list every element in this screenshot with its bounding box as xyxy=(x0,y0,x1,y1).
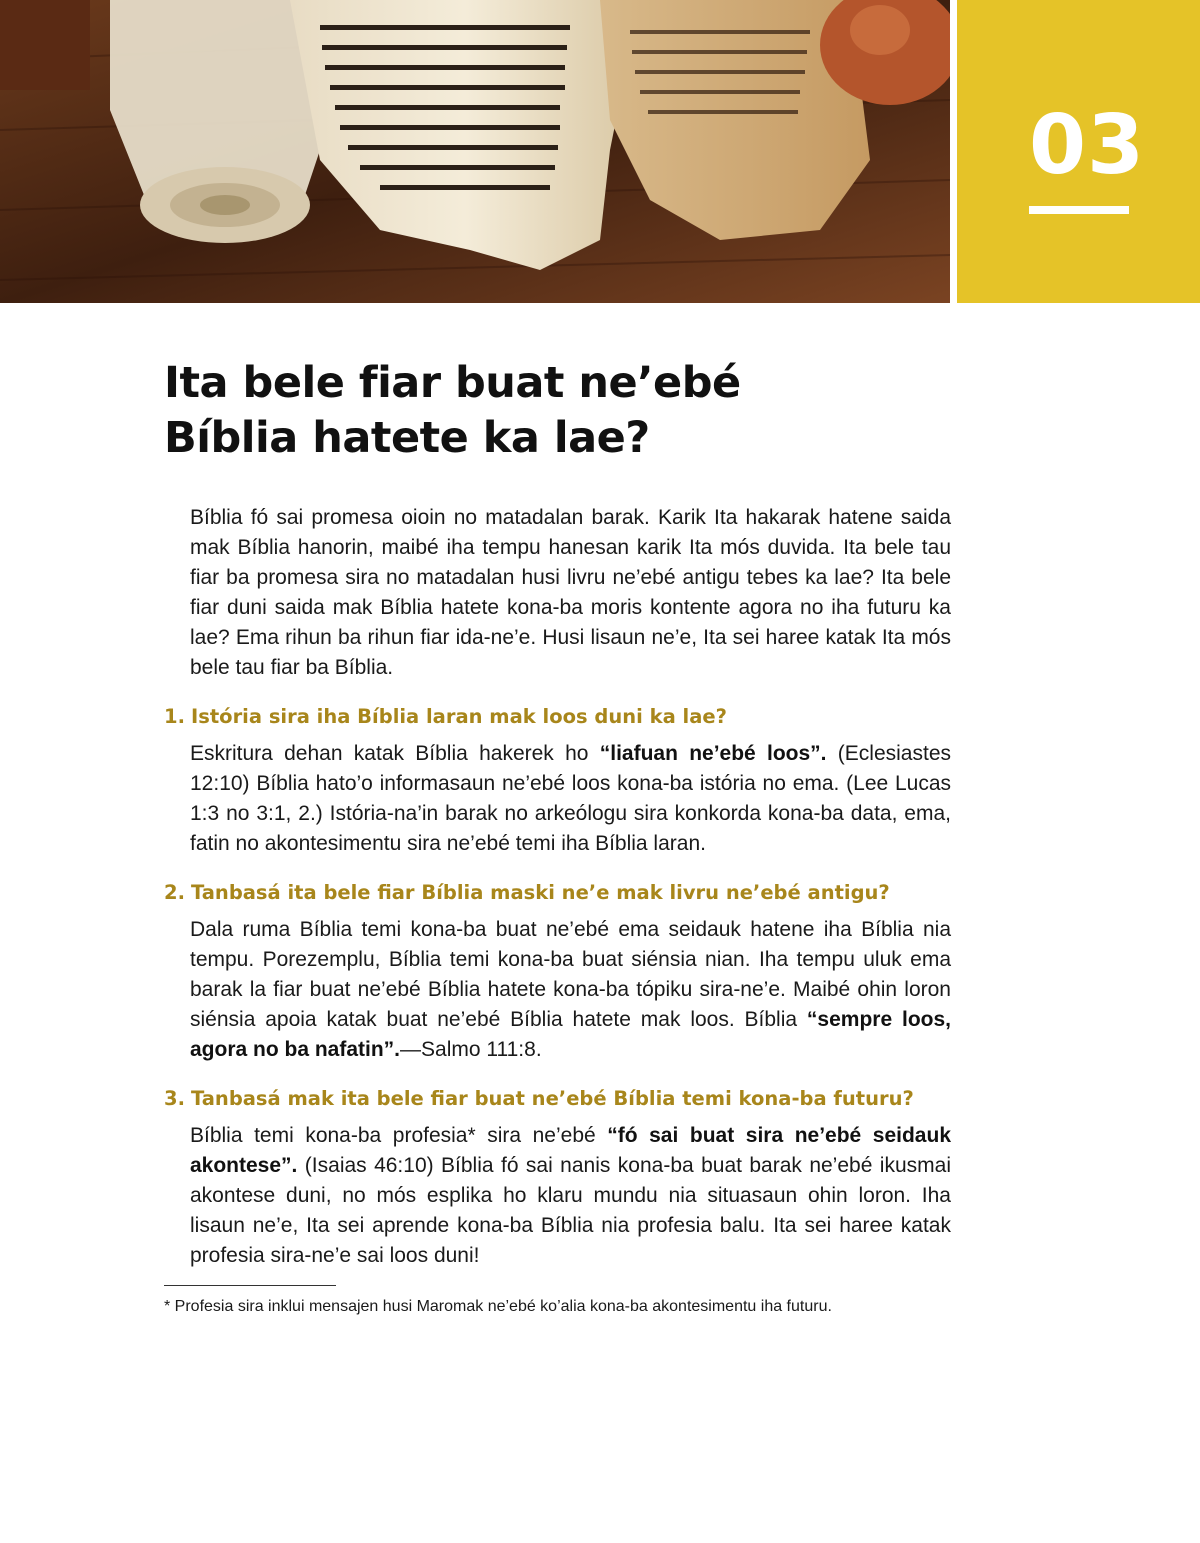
lesson-content xyxy=(164,503,951,1318)
footnote-divider xyxy=(164,1285,336,1286)
answer-text: Dala ruma Bíblia temi kona-ba buat ne’ebé ema seidauk hatene iha Bíblia nia tempu. Porezemplu, Bíblia temi kona-ba buat siénsia nian. Iha tempu uluk ema barak la fiar buat ne’ebé Bíblia hatete kona-ba tópiku sira-ne’e. Maibé ohin loron siénsia apoia katak buat ne’ebé Bíblia hatete mak loos. Bíblia xyxy=(190,918,951,1031)
question-text: Tanbasá ita bele fiar Bíblia maski ne’e mak livru ne’ebé antigu? xyxy=(190,881,890,904)
answer-text: Bíblia temi kona-ba profesia* sira ne’ebé xyxy=(190,1124,608,1147)
answer-2 xyxy=(190,915,951,1065)
intro-paragraph: Bíblia fó sai promesa oioin no matadalan barak. Karik Ita hakarak hatene saida mak Bíblia hanorin, maibé iha tempu hanesan karik Ita mós duvida. Ita bele tau fiar ba promesa sira no matadalan husi livru ne’ebé antigu tebes ka lae? Ita bele fiar duni saida mak Bíblia hatete kona-ba moris kontente agora no iha futuru ka lae? Ema rihun ba rihun fiar ida-ne’e. Husi lisaun ne’e, Ita sei haree katak Ita mós bele tau fiar ba Bíblia. xyxy=(190,506,951,679)
hero-image-scrolls xyxy=(0,0,950,303)
title-line-2: Bíblia hatete ka lae? xyxy=(164,413,650,463)
page-title xyxy=(164,356,884,466)
answer-quote: “sempre loos, agora no ba nafatin”. xyxy=(190,1008,951,1061)
question-number: 2. xyxy=(164,881,185,904)
answer-text: Eskritura dehan katak Bíblia hakerek ho xyxy=(190,742,600,765)
question-text: Istória sira iha Bíblia laran mak loos duni ka lae? xyxy=(190,705,727,728)
answer-3 xyxy=(190,1121,951,1271)
lesson-number: 03 xyxy=(1029,98,1146,193)
footnote: * Profesia sira inklui mensajen husi Maromak ne’ebé ko’alia kona-ba akontesimentu iha futuru. xyxy=(164,1298,832,1315)
question-2 xyxy=(164,879,951,907)
question-number: 1. xyxy=(164,705,185,728)
question-text: Tanbasá mak ita bele fiar buat ne’ebé Bíblia temi kona-ba futuru? xyxy=(190,1087,914,1110)
question-1 xyxy=(164,703,951,731)
lesson-badge xyxy=(957,0,1200,303)
answer-quote: “fó sai buat sira ne’ebé seidauk akontese”. xyxy=(190,1124,951,1177)
answer-quote: “liafuan ne’ebé loos”. xyxy=(599,742,827,765)
answer-1 xyxy=(190,739,951,859)
question-3 xyxy=(164,1085,951,1113)
title-line-1: Ita bele fiar buat ne’ebé xyxy=(164,358,741,408)
answer-text: (Isaias 46:10) Bíblia fó sai nanis kona-ba buat barak ne’ebé ikusmai akontese duni, no mós esplika ho klaru mundu nia situasaun ohin loron. Iha lisaun ne’e, Ita sei aprende kona-ba Bíblia nia profesia balu. Ita sei haree katak profesia sira-ne’e sai loos duni! xyxy=(190,1154,951,1267)
lesson-number-underline xyxy=(1029,206,1129,214)
answer-text: —Salmo 111:8. xyxy=(400,1038,542,1061)
answer-text: (Eclesiastes 12:10) Bíblia hato’o informasaun ne’ebé loos kona-ba istória no ema. (Lee Lucas 1:3 no 3:1, 2.) Istória-na’in barak no arkeólogu sira konkorda kona-ba data, ema, fatin no akontesimentu sira ne’ebé temi iha Bíblia laran. xyxy=(190,742,951,855)
question-number: 3. xyxy=(164,1087,185,1110)
